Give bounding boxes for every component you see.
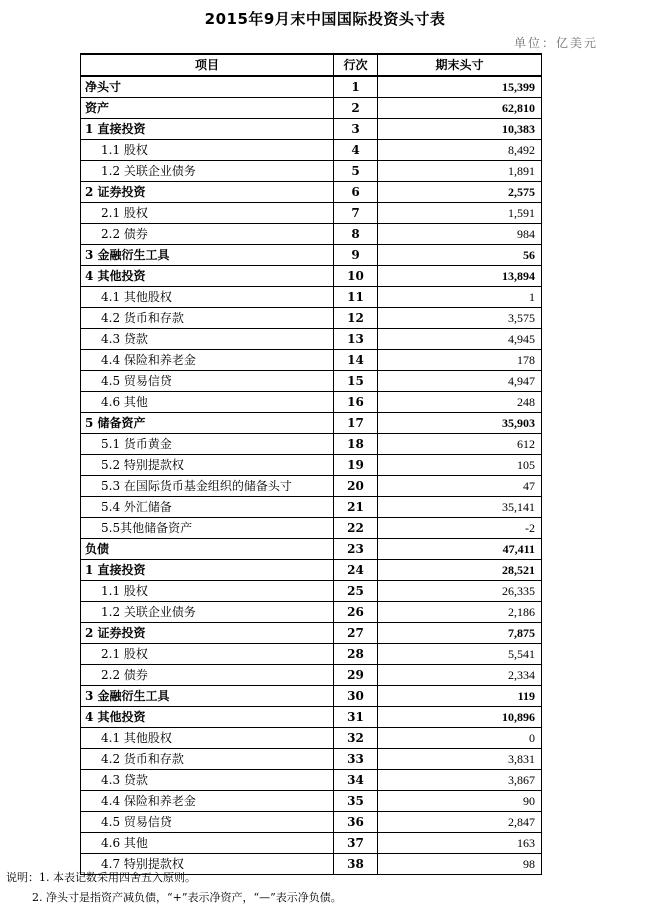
row-item: 2.1 股权 xyxy=(81,203,334,224)
row-number: 12 xyxy=(334,308,378,329)
row-value: 3,575 xyxy=(378,308,542,329)
row-item: 负债 xyxy=(81,539,334,560)
row-value: 2,186 xyxy=(378,602,542,623)
row-number: 29 xyxy=(334,665,378,686)
row-item: 4.5 贸易信贷 xyxy=(81,371,334,392)
row-value: 7,875 xyxy=(378,623,542,644)
row-number: 32 xyxy=(334,728,378,749)
row-item: 4.3 贷款 xyxy=(81,770,334,791)
row-value: 98 xyxy=(378,854,542,875)
row-item: 5.5其他储备资产 xyxy=(81,518,334,539)
row-number: 25 xyxy=(334,581,378,602)
header-value: 期末头寸 xyxy=(378,54,542,76)
row-value: 612 xyxy=(378,434,542,455)
row-item: 4.2 货币和存款 xyxy=(81,308,334,329)
row-value: 1,591 xyxy=(378,203,542,224)
table-row xyxy=(81,728,542,749)
unit-label: 单位：亿美元 xyxy=(513,36,598,50)
row-number: 6 xyxy=(334,182,378,203)
row-value: 119 xyxy=(378,686,542,707)
table-row xyxy=(81,707,542,728)
row-item: 1.1 股权 xyxy=(81,140,334,161)
row-number: 15 xyxy=(334,371,378,392)
row-number: 9 xyxy=(334,245,378,266)
row-number: 33 xyxy=(334,749,378,770)
row-item: 4.1 其他股权 xyxy=(81,287,334,308)
table-row xyxy=(81,497,542,518)
row-number: 26 xyxy=(334,602,378,623)
table-row xyxy=(81,308,542,329)
row-value: 3,867 xyxy=(378,770,542,791)
table-row xyxy=(81,161,542,182)
row-item: 4.6 其他 xyxy=(81,833,334,854)
row-number: 10 xyxy=(334,266,378,287)
table-row xyxy=(81,371,542,392)
row-item: 1.1 股权 xyxy=(81,581,334,602)
table-row xyxy=(81,623,542,644)
row-item: 4 其他投资 xyxy=(81,707,334,728)
row-number: 24 xyxy=(334,560,378,581)
row-item: 4 其他投资 xyxy=(81,266,334,287)
row-number: 23 xyxy=(334,539,378,560)
row-value: 56 xyxy=(378,245,542,266)
row-item: 4.2 货币和存款 xyxy=(81,749,334,770)
row-number: 13 xyxy=(334,329,378,350)
table-row xyxy=(81,329,542,350)
row-item: 5 储备资产 xyxy=(81,413,334,434)
table-row xyxy=(81,560,542,581)
table-row xyxy=(81,476,542,497)
row-number: 28 xyxy=(334,644,378,665)
table-row xyxy=(81,203,542,224)
row-value: 10,383 xyxy=(378,119,542,140)
row-value: 10,896 xyxy=(378,707,542,728)
table-row xyxy=(81,119,542,140)
row-value: 2,847 xyxy=(378,812,542,833)
row-item: 4.4 保险和养老金 xyxy=(81,350,334,371)
table-row xyxy=(81,434,542,455)
row-number: 30 xyxy=(334,686,378,707)
row-item: 3 金融衍生工具 xyxy=(81,245,334,266)
row-value: 3,831 xyxy=(378,749,542,770)
table-row xyxy=(81,770,542,791)
table-row xyxy=(81,182,542,203)
row-value: 15,399 xyxy=(378,76,542,98)
table-row xyxy=(81,833,542,854)
row-number: 7 xyxy=(334,203,378,224)
table-row xyxy=(81,812,542,833)
row-value: 28,521 xyxy=(378,560,542,581)
row-number: 31 xyxy=(334,707,378,728)
row-value: 2,334 xyxy=(378,665,542,686)
row-number: 36 xyxy=(334,812,378,833)
row-number: 11 xyxy=(334,287,378,308)
table-row xyxy=(81,644,542,665)
table-row xyxy=(81,791,542,812)
row-number: 19 xyxy=(334,455,378,476)
row-item: 4.4 保险和养老金 xyxy=(81,791,334,812)
table-row xyxy=(81,287,542,308)
table-row xyxy=(81,224,542,245)
row-item: 2 证券投资 xyxy=(81,623,334,644)
row-item: 5.2 特别提款权 xyxy=(81,455,334,476)
row-item: 2 证券投资 xyxy=(81,182,334,203)
row-value: 8,492 xyxy=(378,140,542,161)
row-value: 163 xyxy=(378,833,542,854)
row-item: 4.5 贸易信贷 xyxy=(81,812,334,833)
row-number: 18 xyxy=(334,434,378,455)
row-value: 4,945 xyxy=(378,329,542,350)
row-item: 4.1 其他股权 xyxy=(81,728,334,749)
row-number: 22 xyxy=(334,518,378,539)
footnote-2: 2. 净头寸是指资产减负债，“+”表示净资产，“—”表示净负债。 xyxy=(32,891,342,904)
row-item: 2.2 债券 xyxy=(81,665,334,686)
table-row xyxy=(81,539,542,560)
row-item: 2.1 股权 xyxy=(81,644,334,665)
row-number: 5 xyxy=(334,161,378,182)
row-value: -2 xyxy=(378,518,542,539)
row-value: 35,903 xyxy=(378,413,542,434)
header-item: 项目 xyxy=(81,54,334,76)
row-value: 0 xyxy=(378,728,542,749)
row-item: 4.7 特别提款权 xyxy=(81,854,334,875)
row-item: 5.3 在国际货币基金组织的储备头寸 xyxy=(81,476,334,497)
row-number: 1 xyxy=(334,76,378,98)
row-item: 净头寸 xyxy=(81,76,334,98)
row-number: 2 xyxy=(334,98,378,119)
table-row xyxy=(81,98,542,119)
row-value: 35,141 xyxy=(378,497,542,518)
row-item: 1.2 关联企业债务 xyxy=(81,602,334,623)
row-number: 38 xyxy=(334,854,378,875)
table-header-row xyxy=(81,54,542,76)
table-row xyxy=(81,245,542,266)
footnote-1: 说明：1. 本表记数采用四舍五入原则。 xyxy=(6,871,196,884)
row-item: 4.6 其他 xyxy=(81,392,334,413)
row-number: 3 xyxy=(334,119,378,140)
row-value: 5,541 xyxy=(378,644,542,665)
row-value: 4,947 xyxy=(378,371,542,392)
row-item: 4.3 贷款 xyxy=(81,329,334,350)
table-row xyxy=(81,266,542,287)
row-item: 3 金融衍生工具 xyxy=(81,686,334,707)
footnotes xyxy=(6,868,342,908)
table-row xyxy=(81,518,542,539)
row-item: 5.4 外汇储备 xyxy=(81,497,334,518)
table-row xyxy=(81,350,542,371)
table-row xyxy=(81,140,542,161)
row-number: 4 xyxy=(334,140,378,161)
row-number: 34 xyxy=(334,770,378,791)
row-value: 178 xyxy=(378,350,542,371)
row-number: 27 xyxy=(334,623,378,644)
header-row-number: 行次 xyxy=(334,54,378,76)
row-value: 47 xyxy=(378,476,542,497)
row-number: 35 xyxy=(334,791,378,812)
row-item: 5.1 货币黄金 xyxy=(81,434,334,455)
row-item: 2.2 债券 xyxy=(81,224,334,245)
row-value: 1 xyxy=(378,287,542,308)
table-row xyxy=(81,413,542,434)
row-value: 248 xyxy=(378,392,542,413)
row-number: 16 xyxy=(334,392,378,413)
investment-position-table xyxy=(80,53,542,875)
row-number: 37 xyxy=(334,833,378,854)
row-value: 105 xyxy=(378,455,542,476)
row-number: 14 xyxy=(334,350,378,371)
row-number: 21 xyxy=(334,497,378,518)
table-row xyxy=(81,581,542,602)
row-number: 8 xyxy=(334,224,378,245)
table-row xyxy=(81,686,542,707)
table-row xyxy=(81,392,542,413)
row-item: 资产 xyxy=(81,98,334,119)
row-number: 17 xyxy=(334,413,378,434)
row-value: 62,810 xyxy=(378,98,542,119)
row-value: 47,411 xyxy=(378,539,542,560)
table-row xyxy=(81,665,542,686)
row-value: 984 xyxy=(378,224,542,245)
table-row xyxy=(81,602,542,623)
row-value: 90 xyxy=(378,791,542,812)
row-value: 13,894 xyxy=(378,266,542,287)
row-item: 1 直接投资 xyxy=(81,119,334,140)
row-item: 1 直接投资 xyxy=(81,560,334,581)
row-number: 20 xyxy=(334,476,378,497)
row-value: 26,335 xyxy=(378,581,542,602)
row-value: 2,575 xyxy=(378,182,542,203)
page-title: 2015年9月末中国国际投资头寸表 xyxy=(204,10,446,28)
table-row xyxy=(81,76,542,98)
row-value: 1,891 xyxy=(378,161,542,182)
table-row xyxy=(81,749,542,770)
row-item: 1.2 关联企业债务 xyxy=(81,161,334,182)
table-row xyxy=(81,455,542,476)
